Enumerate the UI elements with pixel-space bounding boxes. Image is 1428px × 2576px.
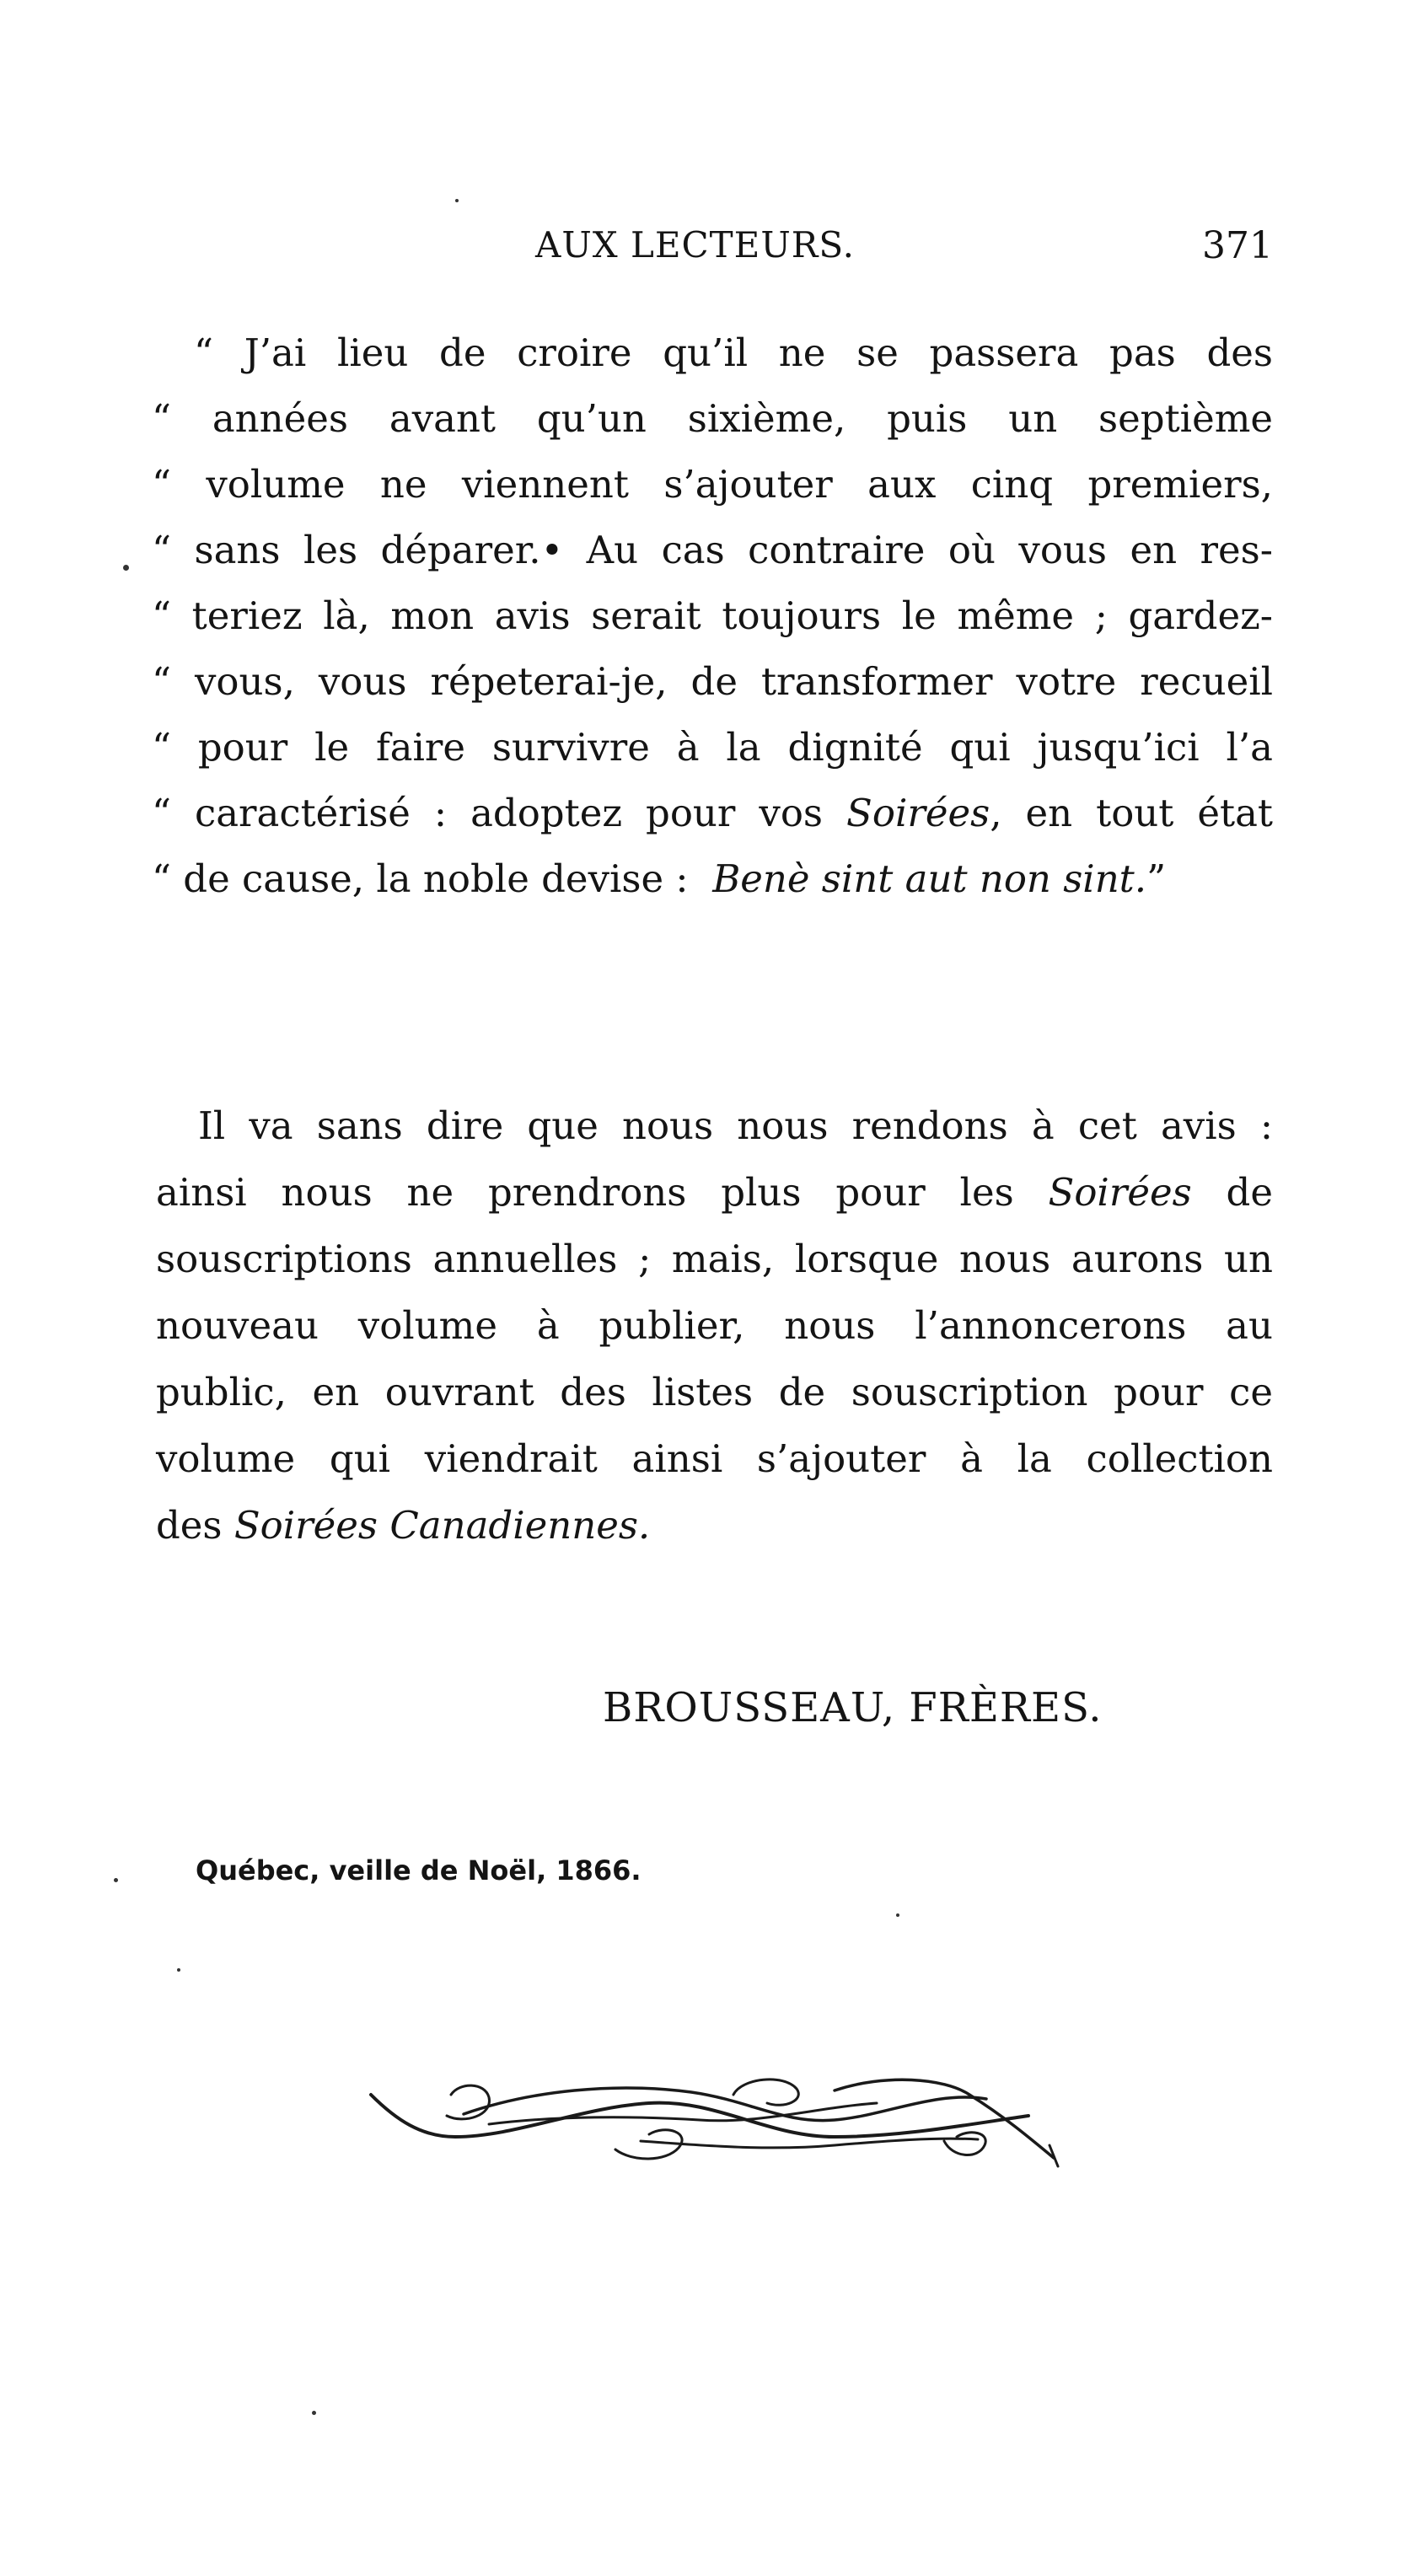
quote-text: “ caractérisé : adoptez pour vos (152, 791, 824, 835)
quote-line: “ J’ai lieu de croire qu’il ne se passera pas des (194, 330, 1273, 375)
paragraph-text: ainsi nous ne prendrons plus pour les (156, 1170, 1014, 1215)
body-paragraph (156, 1092, 1273, 1559)
latin-motto: Benè sint aut non sint. (712, 856, 1147, 901)
quote-line: “ volume ne viennent s’ajouter aux cinq premiers, (152, 462, 1273, 507)
page-header (152, 224, 1273, 275)
dateline: Québec, veille de Noël, 1866. (196, 1854, 642, 1886)
quote-text: , en tout état (990, 791, 1273, 835)
page-number: 371 (1202, 224, 1273, 267)
paragraph-text: de (1226, 1170, 1273, 1215)
quote-line (152, 781, 1273, 846)
quote-text: “ de cause, la noble devise : (152, 856, 689, 901)
closing-quote: ” (1146, 856, 1167, 901)
flourish-ornament (362, 2057, 1071, 2175)
ink-speck (114, 1878, 118, 1882)
quote-line: “ sans les déparer.• Au cas contraire où vous en res- (152, 528, 1273, 572)
italic-title: Soirées (846, 791, 990, 835)
ink-speck (455, 199, 459, 202)
paragraph-line: souscriptions annuelles ; mais, lorsque nous aurons un (156, 1237, 1273, 1281)
paragraph-line: volume qui viendrait ainsi s’ajouter à la collection (156, 1436, 1273, 1481)
quote-line: “ teriez là, mon avis serait toujours le même ; gardez- (152, 593, 1273, 638)
italic-title: Soirées (1048, 1170, 1192, 1215)
quote-line: “ années avant qu’un sixième, puis un septième (152, 396, 1273, 441)
ink-speck (312, 2411, 316, 2415)
paragraph-line: public, en ouvrant des listes de souscription pour ce (156, 1370, 1273, 1414)
paragraph-line: nouveau volume à publier, nous l’annoncerons au (156, 1303, 1273, 1348)
running-title: AUX LECTEURS. (535, 224, 855, 266)
paragraph-line (156, 1492, 1273, 1559)
paragraph-text: des (156, 1503, 223, 1548)
quote-line: “ pour le faire survivre à la dignité qui jusqu’ici l’a (152, 725, 1273, 770)
paragraph-line: Il va sans dire que nous nous rendons à cet avis : (198, 1103, 1273, 1148)
ink-speck (177, 1968, 180, 1972)
paragraph-line (156, 1159, 1273, 1226)
ink-speck (896, 1913, 899, 1917)
italic-title: Soirées Canadiennes. (234, 1503, 651, 1548)
quote-line: “ vous, vous répeterai-je, de transformer votre recueil (152, 659, 1273, 704)
ink-speck (123, 565, 129, 571)
quote-line (152, 846, 1264, 912)
quoted-letter (152, 320, 1273, 912)
signature: BROUSSEAU, FRÈRES. (603, 1684, 1103, 1731)
